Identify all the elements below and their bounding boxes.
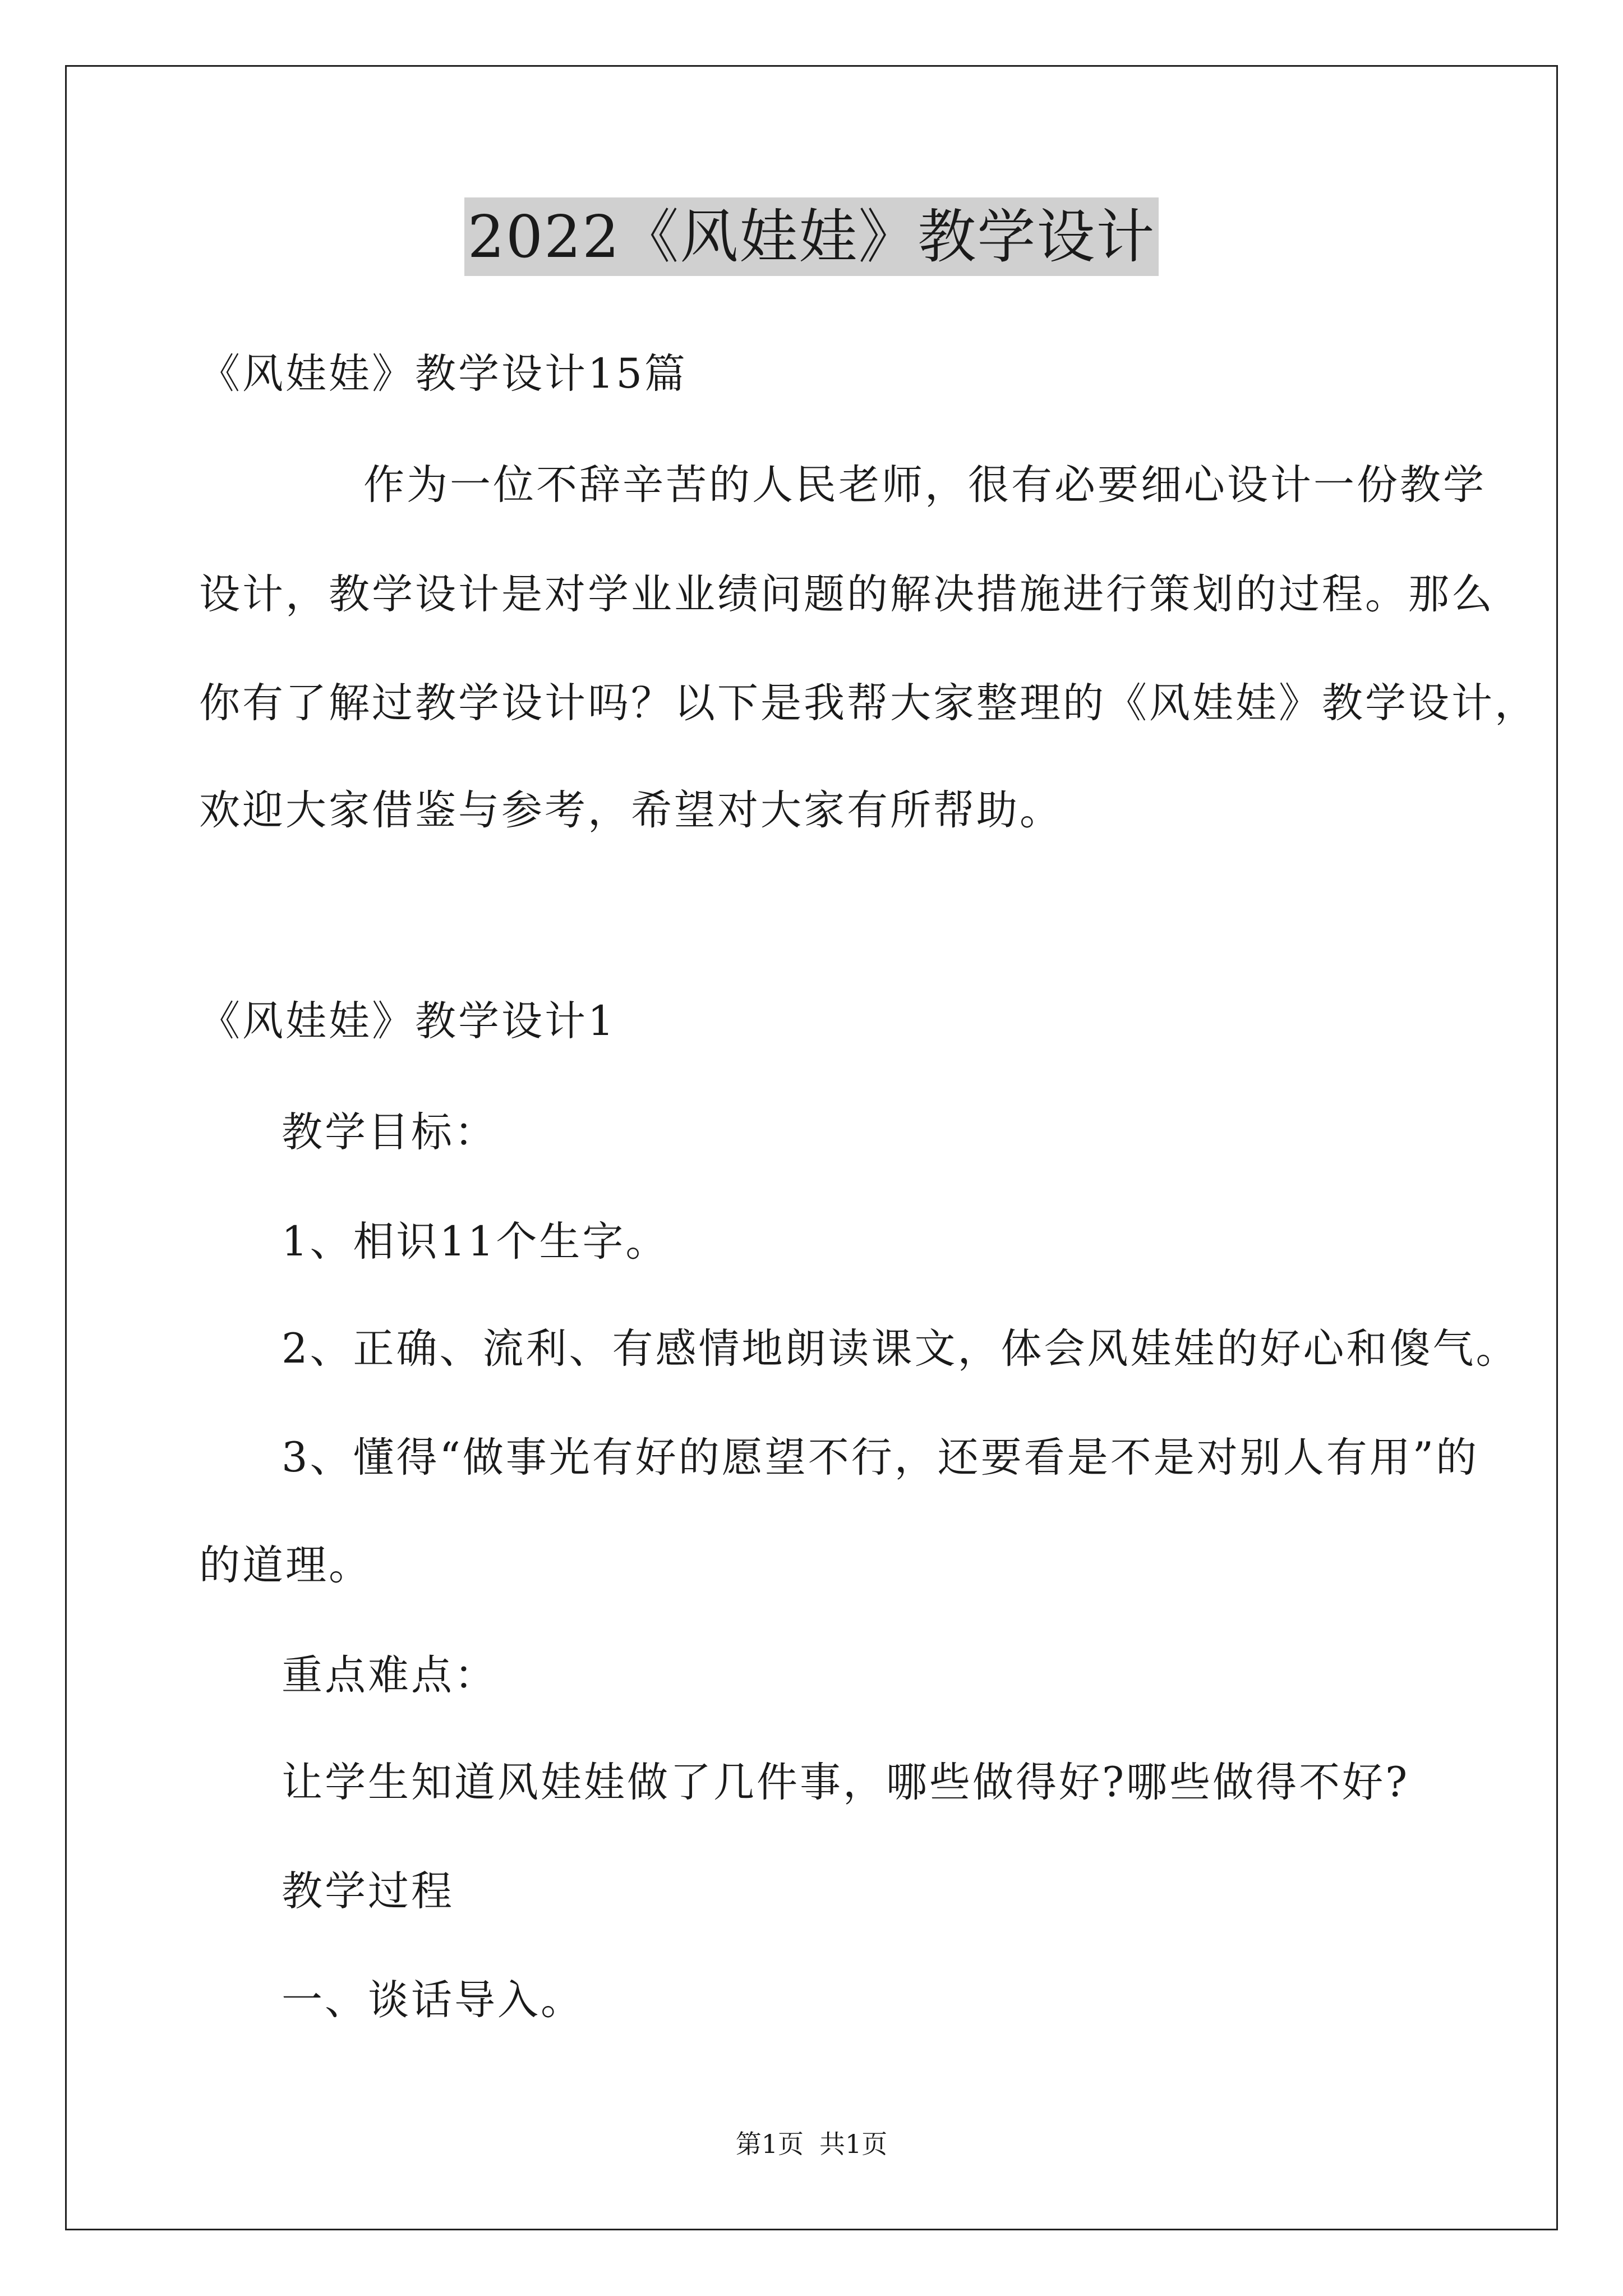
section-heading: 《风娃娃》教学设计1 (199, 997, 616, 1045)
page-footer (0, 2127, 1623, 2161)
intro-line: 你有了解过教学设计吗？以下是我帮大家整理的《风娃娃》教学设计， (199, 679, 1538, 727)
page-number-total: 共1页 (819, 2129, 888, 2159)
intro-line: 欢迎大家借鉴与参考，希望对大家有所帮助。 (199, 786, 1063, 834)
body-line: 重点难点： (282, 1651, 497, 1699)
page-number-current: 第1页 (735, 2129, 804, 2159)
body-line: 的道理。 (199, 1542, 372, 1589)
intro-line: 作为一位不辞辛苦的人民老师，很有必要细心设计一份教学 (363, 461, 1486, 509)
body-line: 2、正确、流利、有感情地朗读课文，体会风娃娃的好心和傻气。 (282, 1325, 1519, 1373)
intro-line: 设计，教学设计是对学业业绩问题的解决措施进行策划的过程。那么 (199, 570, 1495, 618)
body-line: 教学目标： (282, 1108, 497, 1156)
title-container (0, 197, 1623, 276)
document-subtitle: 《风娃娃》教学设计15篇 (199, 350, 688, 398)
document-title: 2022《风娃娃》教学设计 (464, 197, 1159, 276)
body-line: 3、懂得“做事光有好的愿望不行，还要看是不是对别人有用”的 (282, 1434, 1479, 1481)
body-line: 1、相识11个生字。 (282, 1218, 669, 1266)
body-line: 教学过程 (282, 1867, 454, 1915)
body-line: 让学生知道风娃娃做了几件事，哪些做得好?哪些做得不好? (282, 1759, 1410, 1806)
body-line: 一、谈话导入。 (282, 1976, 584, 2024)
